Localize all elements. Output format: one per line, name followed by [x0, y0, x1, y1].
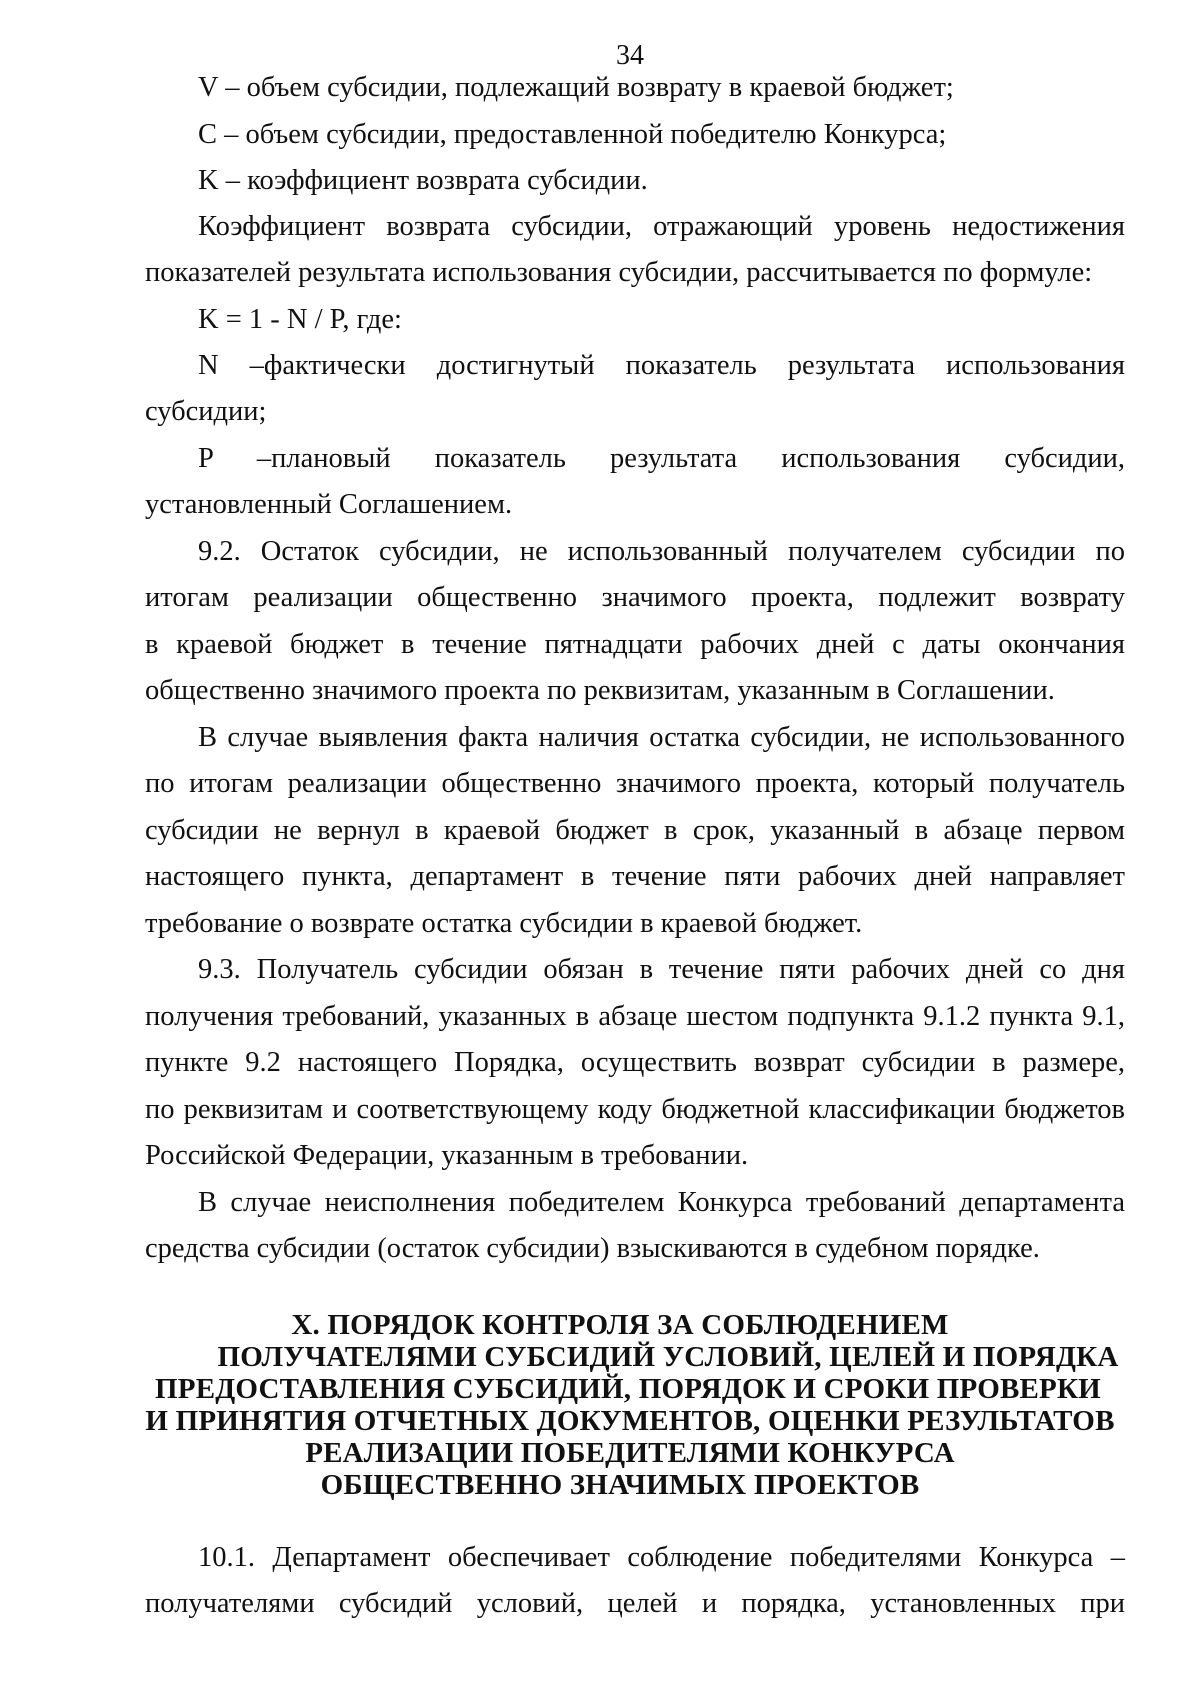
para-9-3-line-1: 9.3. Получатель субсидии обязан в течение пяти рабочих дней со дня: [198, 954, 1125, 985]
section-heading-line-5: РЕАЛИЗАЦИИ ПОБЕДИТЕЛЯМИ КОНКУРСА: [305, 1437, 955, 1469]
para-9-2-line-3: в краевой бюджет в течение пятнадцати рабочих дней с даты окончания: [145, 629, 1125, 660]
section-heading-line-3: ПРЕДОСТАВЛЕНИЯ СУБСИДИЙ, ПОРЯДОК И СРОКИ ПРОВЕРКИ: [155, 1373, 1101, 1405]
para-9-3-line-3: пункте 9.2 настоящего Порядка, осуществить возврат субсидии в размере,: [145, 1047, 1125, 1078]
page-number: 34: [616, 40, 644, 71]
n-definition-line-1: N –фактически достигнутый показатель результата использования: [198, 350, 1125, 381]
para-9-3-case-line-2: средства субсидии (остаток субсидии) взыскиваются в судебном порядке.: [145, 1233, 1040, 1264]
legend-k: K – коэффициент возврата субсидии.: [198, 165, 648, 196]
para-9-3-case-line-1: В случае неисполнения победителем Конкурса требований департамента: [198, 1187, 1125, 1218]
coefficient-paragraph-line-2: показателей результата использования субсидии, рассчитывается по формуле:: [145, 257, 1093, 288]
para-9-2-case-line-5: требование о возврате остатка субсидии в краевой бюджет.: [145, 908, 863, 939]
n-definition-line-2: субсидии;: [145, 396, 267, 427]
para-9-2-case-line-4: настоящего пункта, департамент в течение пяти рабочих дней направляет: [145, 861, 1125, 892]
section-heading-line-4: И ПРИНЯТИЯ ОТЧЕТНЫХ ДОКУМЕНТОВ, ОЦЕНКИ РЕЗУЛЬТАТОВ: [145, 1405, 1115, 1437]
para-9-3-line-2: получения требований, указанных в абзаце шестом подпункта 9.1.2 пункта 9.1,: [145, 1001, 1125, 1032]
para-10-1-line-2: получателями субсидий условий, целей и порядка, установленных при: [145, 1588, 1125, 1619]
para-9-3-line-5: Российской Федерации, указанным в требовании.: [145, 1140, 749, 1171]
legend-v: V – объем субсидии, подлежащий возврату в краевой бюджет;: [198, 72, 954, 103]
para-9-2-case-line-1: В случае выявления факта наличия остатка субсидии, не использованного: [198, 722, 1125, 753]
section-heading-line-6: ОБЩЕСТВЕННО ЗНАЧИМЫХ ПРОЕКТОВ: [320, 1469, 920, 1501]
legend-c: C – объем субсидии, предоставленной победителю Конкурса;: [198, 119, 947, 150]
formula: K = 1 - N / P, где:: [198, 304, 402, 335]
para-9-3-line-4: по реквизитам и соответствующему коду бюджетной классификации бюджетов: [145, 1094, 1125, 1125]
p-definition-line-2: установленный Соглашением.: [145, 489, 513, 520]
para-9-2-line-4: общественно значимого проекта по реквизитам, указанным в Соглашении.: [145, 675, 1055, 706]
para-10-1-line-1: 10.1. Департамент обеспечивает соблюдение победителями Конкурса –: [198, 1542, 1125, 1573]
para-9-2-line-1: 9.2. Остаток субсидии, не использованный получателем субсидии по: [198, 536, 1125, 567]
para-9-2-line-2: итогам реализации общественно значимого проекта, подлежит возврату: [145, 582, 1125, 613]
section-heading-line-2: ПОЛУЧАТЕЛЯМИ СУБСИДИЙ УСЛОВИЙ, ЦЕЛЕЙ И ПОРЯДКА: [217, 1341, 1119, 1373]
para-9-2-case-line-3: субсидии не вернул в краевой бюджет в срок, указанный в абзаце первом: [145, 815, 1125, 846]
para-9-2-case-line-2: по итогам реализации общественно значимого проекта, который получатель: [145, 768, 1125, 799]
section-heading-line-1: X. ПОРЯДОК КОНТРОЛЯ ЗА СОБЛЮДЕНИЕМ: [291, 1309, 949, 1341]
p-definition-line-1: P –плановый показатель результата использования субсидии,: [198, 443, 1125, 474]
coefficient-paragraph-line-1: Коэффициент возврата субсидии, отражающий уровень недостижения: [198, 211, 1125, 242]
